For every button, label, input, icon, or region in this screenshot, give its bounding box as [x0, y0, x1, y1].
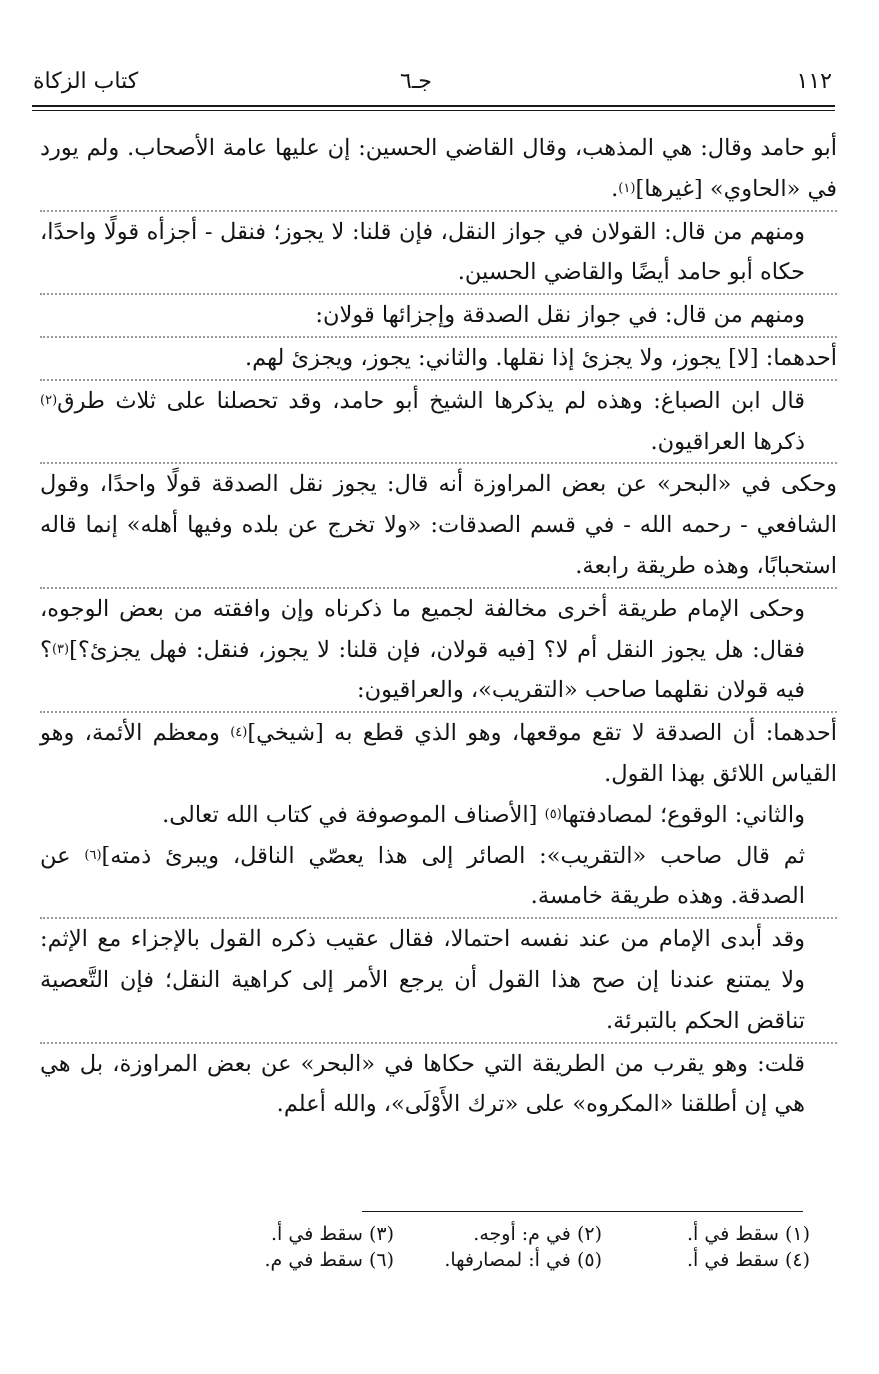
volume-label: جـ٦: [400, 69, 432, 94]
footnote-text: في م: أوجه.: [473, 1223, 571, 1245]
body-text: [40, 128, 837, 1125]
footnote-ref-3[interactable]: (٣): [51, 641, 70, 657]
footnote-text: سقط في أ.: [271, 1223, 363, 1245]
footnote-text: سقط في أ.: [687, 1223, 779, 1245]
paragraph-tail: ؟ فيه قولان نقلهما صاحب «التقريب»، والعراقيون:: [40, 636, 805, 704]
paragraph-3: [40, 295, 837, 336]
footnote-number: (٤): [784, 1249, 810, 1271]
paragraph-tail: ومعظم الأئمة، وهو القياس اللائق بهذا القول.: [40, 720, 837, 787]
footnote-number: (٥): [576, 1249, 602, 1271]
footnote-5: [394, 1248, 602, 1272]
footnote-number: (٦): [368, 1249, 394, 1271]
paragraph-6: [40, 464, 837, 586]
footnote-number: (٣): [368, 1223, 394, 1245]
paragraph-text: ومنهم من قال: القولان في جواز النقل، فإن قلنا: لا يجوز؛ فنقل - أجزأه قولًا واحدًا، حكاه أبو حامد أيضًا والقاضي الحسين.: [40, 218, 805, 286]
paragraph-text: قال ابن الصباغ: وهذه لم يذكرها الشيخ أبو حامد، وقد تحصلنا على ثلاث طرق: [57, 387, 805, 414]
footnote-text: سقط في أ.: [687, 1249, 779, 1271]
footnote-4: [602, 1248, 810, 1272]
paragraph-10: [40, 836, 837, 918]
paragraph-tail: [الأصناف الموصوفة في كتاب الله تعالى.: [162, 801, 545, 828]
book-title: كتاب الزكاة: [33, 69, 139, 94]
paragraph-12: [40, 1044, 837, 1126]
paragraph-7: [40, 589, 837, 711]
header-rule-thick: [32, 105, 835, 107]
footnote-ref-2[interactable]: (٢): [40, 392, 58, 408]
paragraph-text: وحكى الإمام طريقة أخرى مخالفة لجميع ما ذكرناه وإن وافقته من بعض الوجوه، فقال: هل يجوز النقل أم لا؟ [فيه قولان، فإن قلنا: لا يجوز، فنقل: فهل يجزئ؟]: [40, 595, 805, 663]
footnote-3: [175, 1222, 394, 1246]
paragraph-tail: ذكرها العراقيون.: [650, 428, 805, 455]
paragraph-text: أبو حامد وقال: هي المذهب، وقال القاضي الحسين: إن عليها عامة الأصحاب. ولم يورد في «الحاوي» [غيرها]: [40, 135, 837, 202]
paragraph-tail: عن الصدقة. وهذه طريقة خامسة.: [40, 842, 805, 910]
paragraph-8: [40, 713, 837, 795]
footnote-number: (٢): [576, 1223, 602, 1245]
footnotes: [175, 1222, 810, 1272]
footnote-6: [175, 1248, 394, 1272]
paragraph-text: أحدهما: [لا] يجوز، ولا يجزئ إذا نقلها. والثاني: يجوز، ويجزئ لهم.: [244, 344, 837, 371]
paragraph-11: [40, 919, 837, 1041]
footnote-ref-6[interactable]: (٦): [84, 847, 102, 863]
footnote-2: [394, 1222, 602, 1246]
paragraph-text: وحكى في «البحر» عن بعض المراوزة أنه قال: يجوز نقل الصدقة قولًا واحدًا، وقول الشافعي - رحمه الله - في قسم الصدقات: «ولا تخرج عن بلده وفيها أهله» إنما قاله استحبابًا، وهذه طريقة رابعة.: [40, 471, 837, 579]
paragraph-1: [40, 128, 837, 210]
paragraph-4: [40, 338, 837, 379]
footnote-rule: [362, 1211, 803, 1212]
footnote-ref-4[interactable]: (٤): [230, 725, 248, 741]
footnote-number: (١): [784, 1223, 810, 1245]
paragraph-text: ومنهم من قال: في جواز نقل الصدقة وإجزائها قولان:: [315, 302, 805, 329]
footnote-text: في أ: لمصارفها.: [444, 1249, 571, 1271]
paragraph-text: والثاني: الوقوع؛ لمصادفتها: [561, 801, 805, 828]
footnote-1: [602, 1222, 810, 1246]
footnote-ref-1[interactable]: (١): [618, 180, 636, 196]
paragraph-2: [40, 212, 837, 294]
footnote-ref-5[interactable]: (٥): [544, 806, 562, 822]
paragraph-tail: .: [611, 175, 619, 202]
paragraph-9: [40, 795, 837, 836]
paragraph-text: أحدهما: أن الصدقة لا تقع موقعها، وهو الذي قطع به [شيخي]: [247, 720, 837, 747]
paragraph-text: قلت: وهو يقرب من الطريقة التي حكاها في «البحر» عن بعض المراوزة، بل هي هي إن أطلقنا «المكروه» على «ترك الأَوْلَى»، والله أعلم.: [40, 1050, 805, 1118]
header-rule-thin: [32, 110, 835, 111]
footnote-text: سقط في م.: [264, 1249, 363, 1271]
page-number: ١١٢: [796, 69, 832, 94]
paragraph-5: [40, 381, 837, 463]
paragraph-text: ثم قال صاحب «التقريب»: الصائر إلى هذا يعصّي الناقل، ويبرئ ذمته]: [101, 842, 805, 869]
paragraph-text: وقد أبدى الإمام من عند نفسه احتمالا، فقال عقيب ذكره القول بالإجزاء مع الإثم: ولا يمتنع عندنا إن صح هذا القول أن يرجع الأمر إلى كراهية النقل؛ فإن التَّعصية تناقض الحكم بالتبرئة.: [40, 926, 805, 1034]
